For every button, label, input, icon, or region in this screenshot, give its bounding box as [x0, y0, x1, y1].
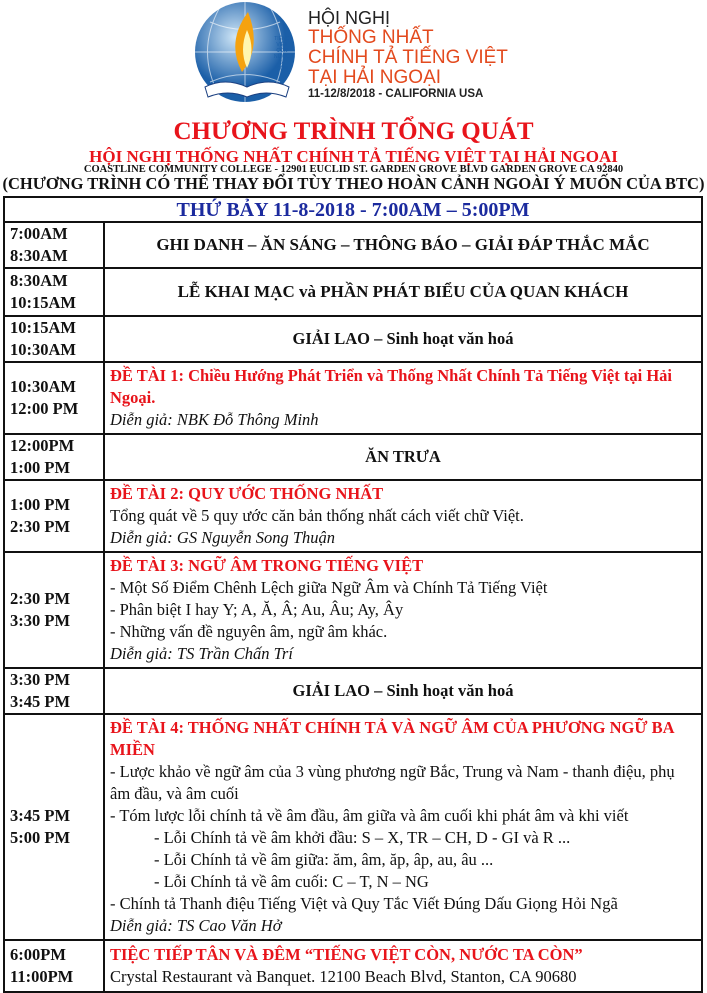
topic-title: ĐỀ TÀI 3: NGỮ ÂM TRONG TIẾNG VIỆT: [110, 556, 424, 575]
time-cell: 10:30AM 12:00 PM: [4, 362, 104, 434]
logo-line-4: TẠI HẢI NGOẠI: [308, 67, 442, 88]
time-cell: 7:00AM 8:30AM: [4, 222, 104, 268]
logo-line-2: THỐNG NHẤT: [308, 27, 434, 48]
table-row: [4, 714, 702, 940]
activity-cell: ĂN TRƯA: [104, 434, 702, 480]
day-header: THỨ BẢY 11-8-2018 - 7:00AM – 5:00PM: [4, 197, 702, 222]
time-cell: 2:30 PM 3:30 PM: [4, 552, 104, 668]
logo-side-text: TIẾNG VIỆT CÒN NƯỚC TA CÒN: [274, 36, 290, 72]
table-row: [4, 268, 702, 316]
topic-title: ĐỀ TÀI 2: QUY ƯỚC THỐNG NHẤT: [110, 484, 384, 503]
activity-cell: LỄ KHAI MẠC và PHẦN PHÁT BIỂU CỦA QUAN KHÁCH: [104, 268, 702, 316]
table-row: [4, 480, 702, 552]
speaker: Diễn giả: GS Nguyễn Song Thuận: [110, 528, 336, 547]
activity-cell: GIẢI LAO – Sinh hoạt văn hoá: [104, 316, 702, 362]
time-cell: 12:00PM 1:00 PM: [4, 434, 104, 480]
time-cell: 1:00 PM 2:30 PM: [4, 480, 104, 552]
speaker: Diễn giả: TS Trần Chấn Trí: [110, 644, 293, 663]
time-cell: 8:30AM 10:15AM: [4, 268, 104, 316]
table-row: [4, 434, 702, 480]
activity-cell: [104, 940, 702, 992]
topic-title: ĐỀ TÀI 1: Chiều Hướng Phát Triển và Thống Nhất Chính Tả Tiếng Việt tại Hải Ngoại.: [110, 366, 672, 407]
conference-logo: [190, 2, 520, 106]
speaker: Diễn giả: TS Cao Văn Hở: [110, 916, 282, 935]
logo-line-5: 11-12/8/2018 - CALIFORNIA USA: [308, 88, 484, 100]
page-title: CHƯƠNG TRÌNH TỔNG QUÁT: [173, 118, 534, 145]
table-row: [4, 362, 702, 434]
schedule-table: [3, 196, 703, 993]
time-cell: 10:15AM 10:30AM: [4, 316, 104, 362]
venue-address: COASTLINE COMMUNITY COLLEGE - 12901 EUCLID ST. GARDEN GROVE BLVD GARDEN GROVE CA 92840: [83, 164, 624, 175]
table-row: [4, 668, 702, 714]
change-note: (CHƯƠNG TRÌNH CÓ THỂ THAY ĐỔI TÙY THEO HOÀN CẢNH NGOÀI Ý MUỐN CỦA BTC): [2, 174, 705, 193]
time-cell: 6:00PM 11:00PM: [4, 940, 104, 992]
activity-cell: ĐỀ TÀI 4: THỐNG NHẤT CHÍNH TẢ VÀ NGỮ ÂM CỦA PHƯƠNG NGỮ BA MIỀN - Lược khảo về ngữ âm của 3 vùng phương ngữ Bắc, Trung và Nam - thanh điệu, phụ âm đầu, và âm cuối - Tóm lược lỗi chính tả về âm đầu, âm giữa và âm cuối khi phát âm và khi viết - Lỗi Chính tả về âm khởi đầu: S – X, TR – CH, D - GI và R ... - Lỗi Chính tả về âm giữa: ăm, âm, ăp, âp, au, âu ... - Lỗi Chính tả về âm cuối: C – T, N – NG - Chính tả Thanh điệu Tiếng Việt và Quy Tắc Viết Đúng Dấu Giọng Hỏi Ngã Diễn giả: TS Cao Văn Hở: [104, 714, 702, 940]
logo-line-3: CHÍNH TẢ TIẾNG VIỆT: [308, 47, 508, 68]
conference-name: HỘI NGHỊ THỐNG NHẤT CHÍNH TẢ TIẾNG VIỆT TẠI HẢI NGOẠI: [89, 147, 618, 166]
time-cell: 3:45 PM 5:00 PM: [4, 714, 104, 940]
activity-cell: [104, 362, 702, 434]
activity-cell: GIẢI LAO – Sinh hoạt văn hoá: [104, 668, 702, 714]
event-title: TIỆC TIẾP TÂN VÀ ĐÊM “TIẾNG VIỆT CÒN, NƯỚC TA CÒN”: [110, 945, 583, 964]
event-location: Crystal Restaurant và Banquet. 12100 Beach Blvd, Stanton, CA 90680: [110, 967, 577, 986]
time-cell: 3:30 PM 3:45 PM: [4, 668, 104, 714]
activity-cell: GHI DANH – ĂN SÁNG – THÔNG BÁO – GIẢI ĐÁP THẮC MẮC: [104, 222, 702, 268]
activity-cell: ĐỀ TÀI 2: QUY ƯỚC THỐNG NHẤT Tổng quát về 5 quy ước căn bản thống nhất cách viết chữ Việt. Diễn giả: GS Nguyễn Song Thuận: [104, 480, 702, 552]
activity-cell: ĐỀ TÀI 3: NGỮ ÂM TRONG TIẾNG VIỆT - Một Số Điểm Chênh Lệch giữa Ngữ Âm và Chính Tả Tiếng Việt - Phân biệt I hay Y; A, Ă, Â; Au, Âu; Ay, Ây - Những vấn đề nguyên âm, ngữ âm khác. Diễn giả: TS Trần Chấn Trí: [104, 552, 702, 668]
table-row: [4, 316, 702, 362]
topic-title: ĐỀ TÀI 4: THỐNG NHẤT CHÍNH TẢ VÀ NGỮ ÂM CỦA PHƯƠNG NGỮ BA MIỀN: [110, 718, 674, 759]
table-row: [4, 552, 702, 668]
table-row: [4, 940, 702, 992]
table-row: [4, 222, 702, 268]
logo-line-1: HỘI NGHỊ: [308, 8, 391, 28]
speaker: Diễn giả: NBK Đỗ Thông Minh: [110, 410, 319, 429]
